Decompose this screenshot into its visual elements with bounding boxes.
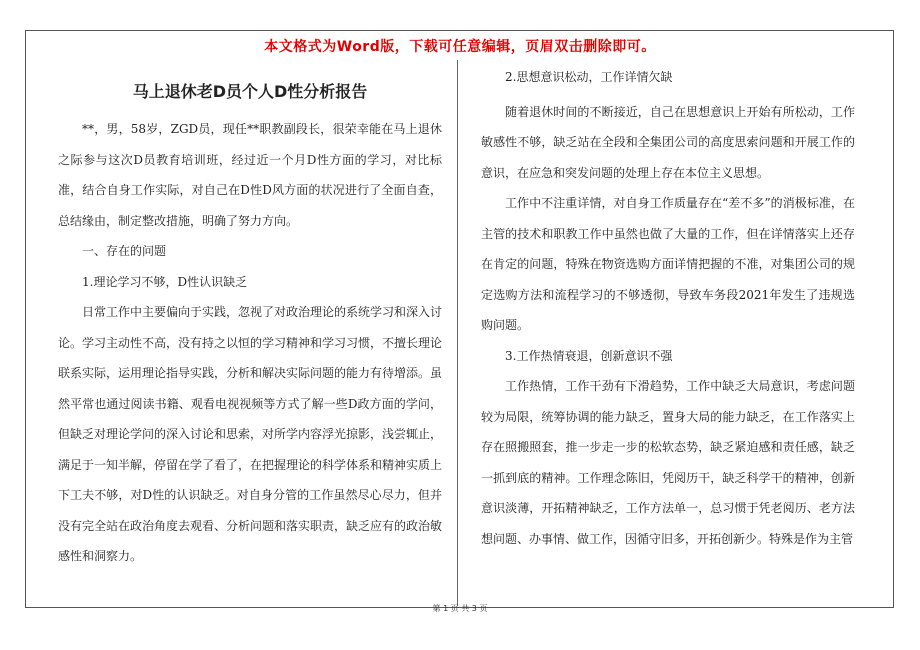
paragraph: 工作热情，工作干劲有下滑趋势，工作中缺乏大局意识，考虑问题较为局限，统筹协调的能力缺乏，置身大局的能力缺乏，在工作落实上存在照搬照套，推一步走一步的松软态势，缺乏紧迫感和责任感，缺乏一抓到底的精神。工作理念陈旧，凭阅历干，缺乏科学干的精神，创新意识淡薄，开拓精神缺乏，工作方法单一，总习惯于凭老阅历、老方法想问题、办事情、做工作，因循守旧多，开拓创新少。特殊是作为主管 bbox=[481, 379, 855, 546]
paragraph: 随着退休时间的不断接近，自己在思想意识上开始有所松动，工作敏感性不够，缺乏站在全段和全集团公司的高度思索问题和开展工作的意识，在应急和突发问题的处理上存在本位主义思想。 bbox=[481, 104, 855, 180]
paragraph: 工作中不注重详情，对自身工作质量存在“差不多”的消极标准，在主管的技术和职教工作中虽然也做了大量的工作，但在详情落实上还存在肯定的问题，特殊在物资选购方面详情把握的不准，对集团公司的规定选购方法和流程学习的不够透彻，导致车务段2021年发生了违规选购问题。 bbox=[481, 196, 855, 332]
section-heading: 一、存在的问题 bbox=[82, 244, 167, 258]
subsection-heading: 2.思想意识松动，工作详情欠缺 bbox=[505, 70, 673, 84]
subsection-heading: 1.理论学习不够，D性认识缺乏 bbox=[82, 274, 248, 289]
left-column bbox=[58, 62, 442, 572]
column-divider bbox=[457, 60, 458, 606]
right-column bbox=[481, 62, 855, 554]
header-note: 本文格式为Word版，下载可任意编辑，页眉双击删除即可。 bbox=[264, 39, 656, 55]
paragraph: 日常工作中主要偏向于实践，忽视了对政治理论的系统学习和深入讨论。学习主动性不高，没有持之以恒的学习精神和学习习惯，不擅长理论联系实际，运用理论指导实践，分析和解决实际问题的能力有待增添。虽然平常也通过阅读书籍、观看电视视频等方式了解一些D政方面的学问，但缺乏对理论学问的深入讨论和思索，对所学内容浮光掠影，浅尝辄止，满足于一知半解，停留在学了看了，在把握理论的科学体系和精神实质上下工夫不够，对D性的认识缺乏。对自身分管的工作虽然尽心尽力，但并没有完全站在政治角度去观看、分析问题和落实职责，缺乏应有的政治敏感性和洞察力。 bbox=[58, 305, 443, 563]
paragraph-intro: **，男，58岁，ZGD员，现任**职教副段长，很荣幸能在马上退休之际参与这次D员教育培训班，经过近一个月D性方面的学习，对比标准，结合自身工作实际，对自己在D性D风方面的状况进行了全面自查，总结缘由，制定整改措施，明确了努力方向。 bbox=[58, 122, 442, 228]
document-title: 马上退休老D员个人D性分析报告 bbox=[132, 82, 368, 101]
page-footer: 第 1 页 共 3 页 bbox=[432, 604, 488, 613]
subsection-heading: 3.工作热情衰退，创新意识不强 bbox=[505, 348, 673, 363]
